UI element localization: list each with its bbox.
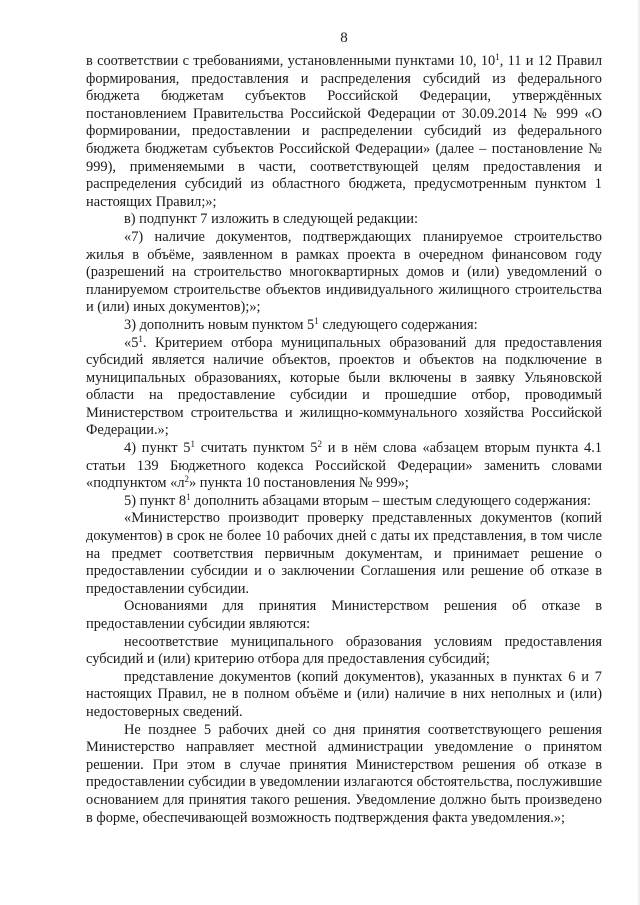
paragraph-text: представление документов (копий документов), указанных в пунктах 6 и 7 настоящих Правил, не в полном объёме и (или) наличие в них неполных и (или) недостоверных сведений. bbox=[86, 668, 602, 720]
paragraph bbox=[86, 335, 602, 441]
paragraph-text: несоответствие муниципального образования условиям предоставления субсидий и (или) критерию отбора для предоставления субсидий; bbox=[86, 633, 602, 668]
paragraph-text: «Министерство производит проверку представленных документов (копий документов) в срок не более 10 рабочих дней с даты их представления, в том числе на предмет соответствия первичным документам, и принимает решение о предоставлении субсидии и о заключении Соглашения или решение об отказе в предоставлении субсидии. bbox=[86, 510, 602, 597]
paragraph-text: дополнить абзацами вторым – шестым следующего содержания: bbox=[190, 492, 591, 509]
paragraph-text: 3) дополнить новым пунктом 5 bbox=[124, 316, 315, 333]
paragraph-text: 5) пункт 8 bbox=[124, 492, 187, 509]
paragraph bbox=[86, 510, 602, 598]
paragraph-text: в) подпункт 7 изложить в следующей редакции: bbox=[124, 211, 418, 228]
paragraph-text: » пункта 10 постановления № 999»; bbox=[189, 475, 409, 492]
superscript: 2 bbox=[317, 439, 322, 450]
paragraph-text: «5 bbox=[124, 334, 139, 351]
superscript: 1 bbox=[138, 333, 143, 344]
paragraph bbox=[86, 53, 602, 211]
superscript: 1 bbox=[495, 52, 500, 62]
paragraph bbox=[86, 211, 602, 229]
paragraph-text: Основаниями для принятия Министерством решения об отказе в предоставлении субсидии являются: bbox=[86, 598, 602, 632]
paragraph-text: , 11 и 12 Правил формирования, предоставления и распределения субсидий из федерального бюджета бюджетам субъектов Российской Федерации, утверждённых постановлением Правительства Российской Федерации от 30.09.2014 № 999 «О формировании, предоставлении и распределении субсидий из федерального бюджета бюджетам субъектов Российской Федерации» (далее – постановление № 999), применяемыми в части, соответствующей целям предоставления и распределения субсидий из областного бюджета, предусмотренным пунктом 1 настоящих Правил;»; bbox=[86, 53, 603, 210]
paragraph bbox=[86, 493, 602, 511]
paragraph-text: «7) наличие документов, подтверждающих планируемое строительство жилья в объёме, заявленном в рамках проекта в очередном финансовом году (разрешений на строительство многоквартирных домов и (или) уведомлений о планируемом строительстве объектов индивидуального жилищного строительства и (или) иных документов);»; bbox=[86, 228, 602, 316]
paragraph-text: 4) пункт 5 bbox=[124, 440, 191, 457]
superscript: 1 bbox=[314, 315, 319, 326]
paragraph-text: считать пунктом 5 bbox=[194, 440, 318, 457]
paragraph-text: в соответствии с требованиями, установленными пунктами 10, 10 bbox=[86, 53, 496, 69]
paragraph-text: . Критерием отбора муниципальных образований для предоставления субсидий является наличие объектов, проектов и объектов на подключение в муниципальных образованиях, которые были включены в заявку Ульяновской области на предоставление субсидии и прошедшие отбор, проводимый Министерством строительства и жилищно-коммунального хозяйства Российской Федерации.»; bbox=[86, 334, 602, 439]
paragraph bbox=[86, 598, 602, 633]
superscript: 2 bbox=[184, 474, 189, 485]
paragraph-text: Не позднее 5 рабочих дней со дня принятия соответствующего решения Министерство направляет местной администрации уведомление о принятом решении. При этом в случае принятия Министерством решения об отказе в предоставлении субсидии в уведомлении излагаются обстоятельства, послужившие основанием для принятия такого решения. Уведомление должно быть произведено в форме, обеспечивающей возможность подтверждения факта уведомления.»; bbox=[86, 721, 602, 826]
paragraph bbox=[86, 722, 602, 828]
page-number: 8 bbox=[340, 30, 348, 46]
document-body bbox=[86, 53, 602, 827]
paragraph bbox=[86, 440, 602, 493]
paragraph bbox=[86, 669, 602, 722]
paragraph bbox=[86, 317, 602, 335]
paragraph-text: и в нём слова «абзацем вторым пункта 4.1 статьи 139 Бюджетного кодекса Российской Федерации» заменить словами «подпунктом «л bbox=[86, 440, 602, 492]
paragraph bbox=[86, 634, 602, 669]
paragraph-text: следующего содержания: bbox=[318, 316, 478, 333]
paragraph bbox=[86, 229, 602, 317]
superscript: 1 bbox=[186, 491, 191, 502]
superscript: 1 bbox=[190, 439, 195, 450]
